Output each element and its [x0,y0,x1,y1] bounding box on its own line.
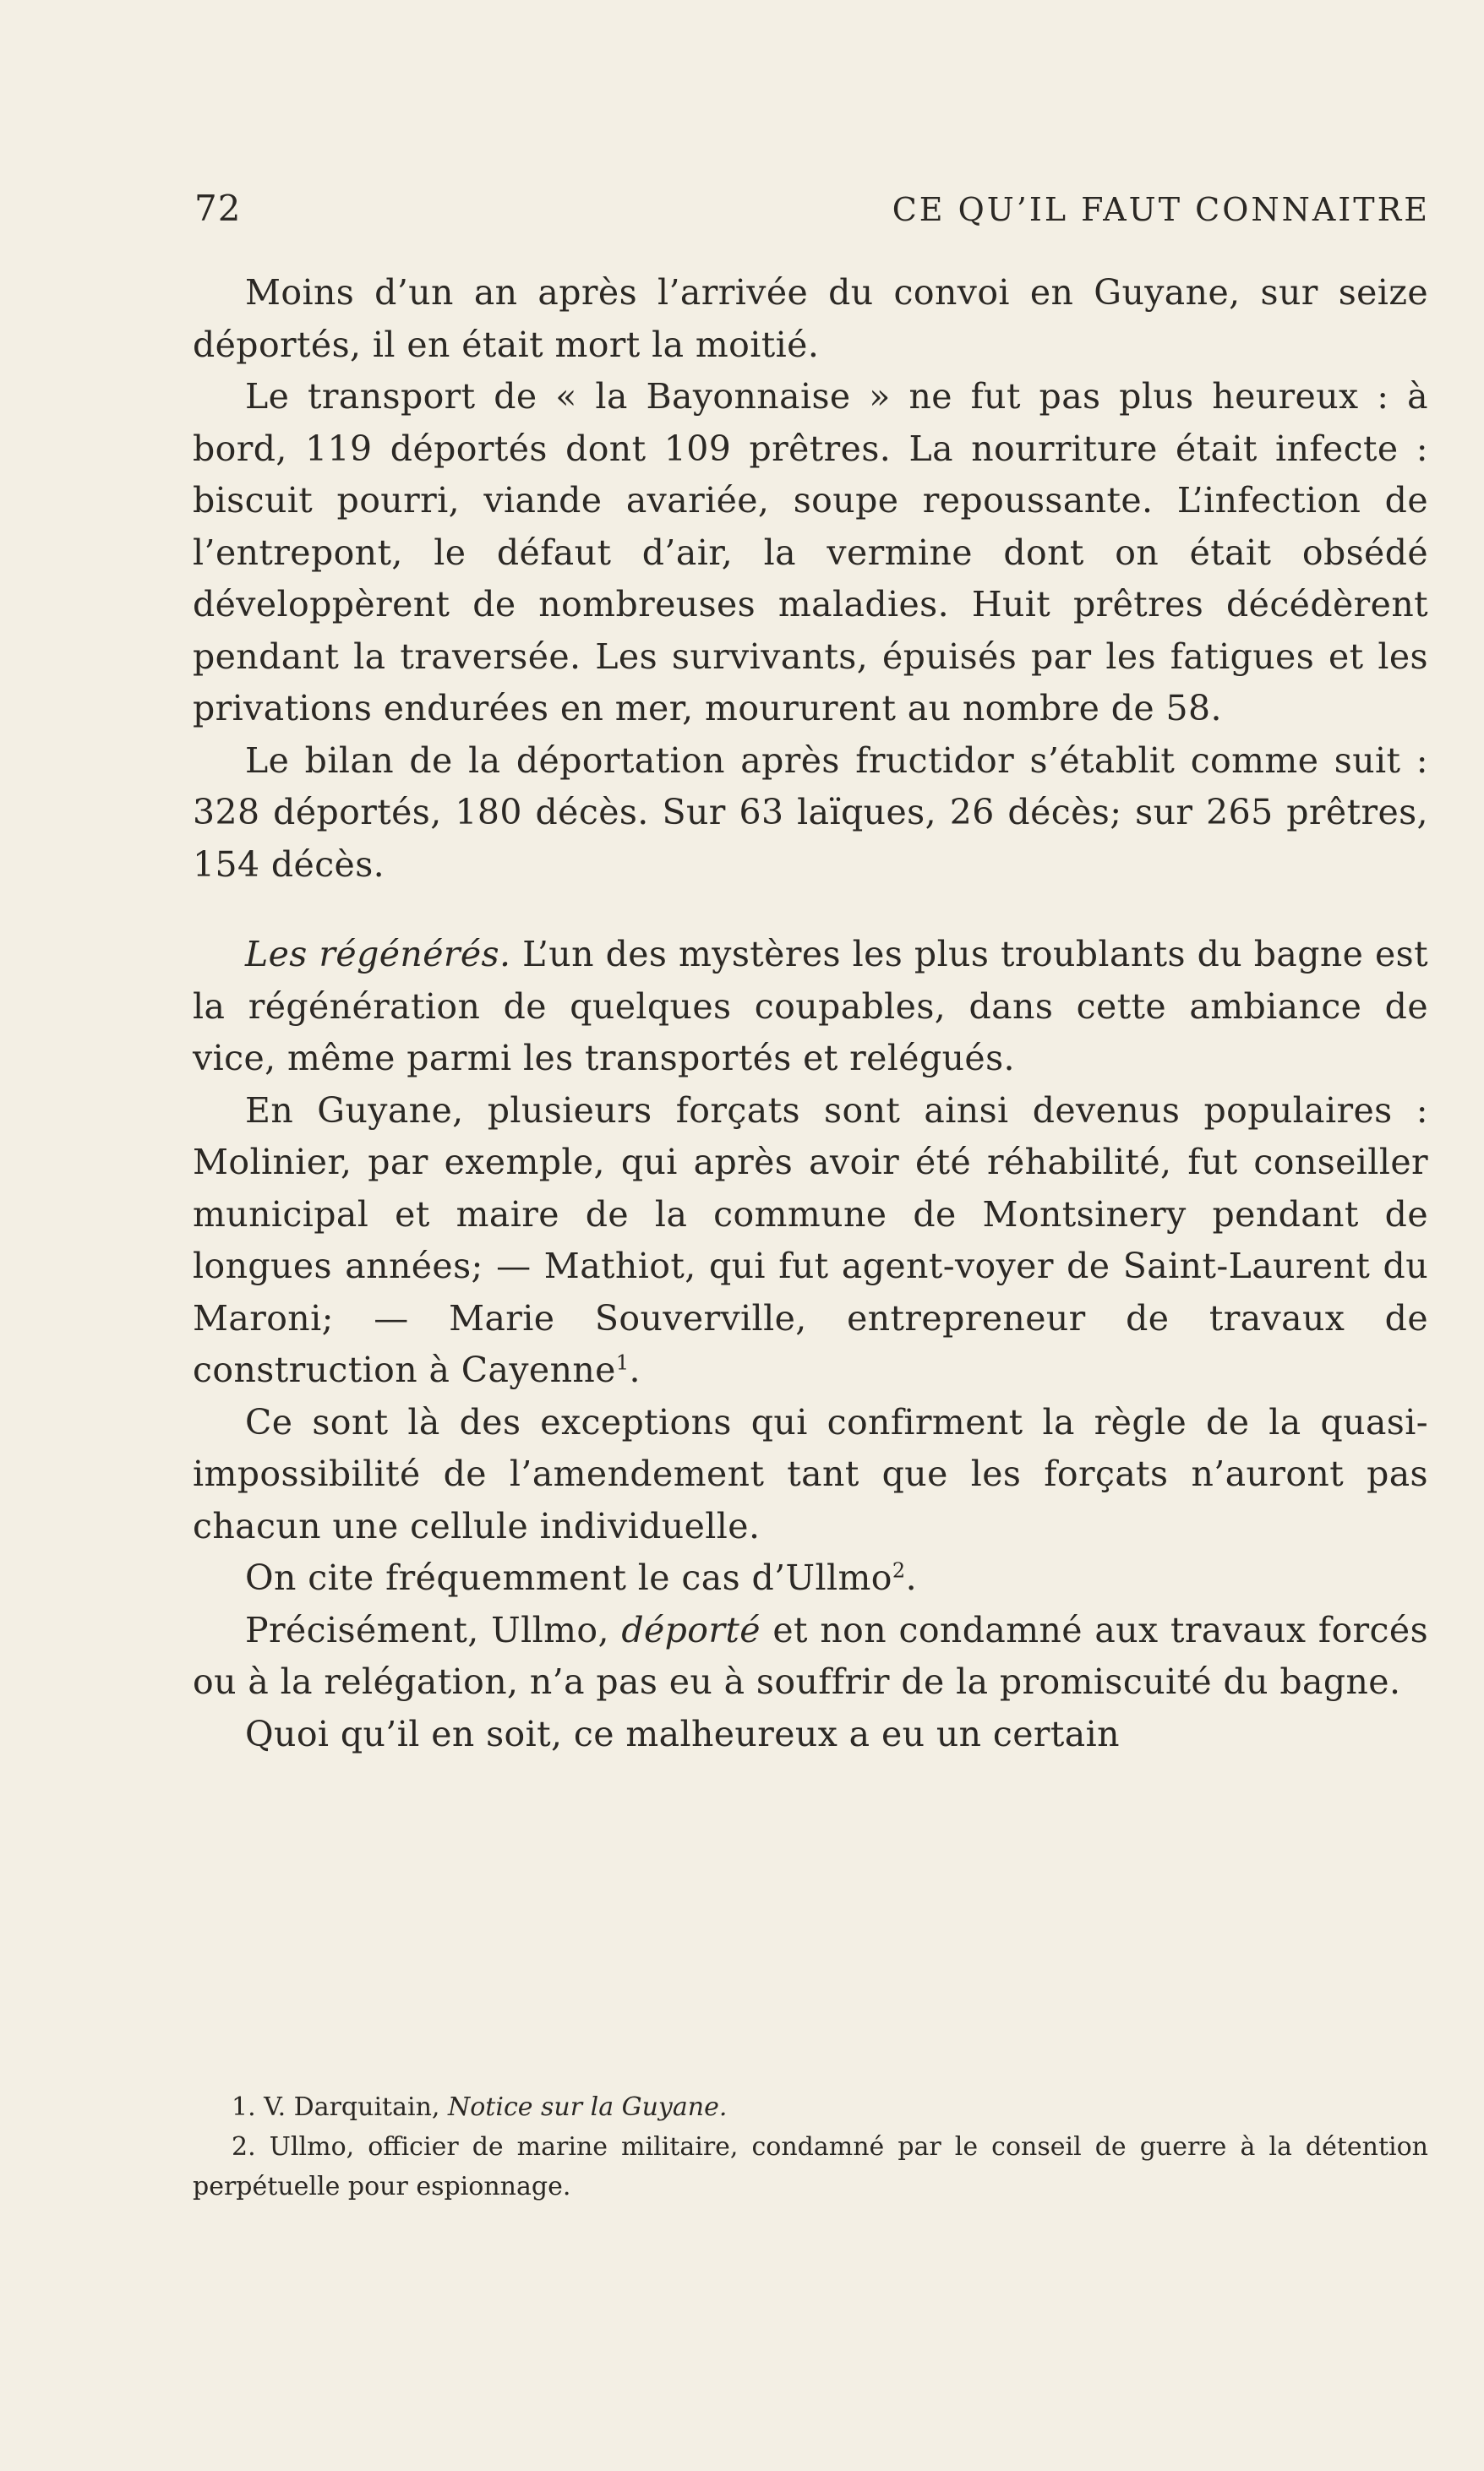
paragraph-end: . [905,1557,918,1598]
paragraph-text: On cite fréquemment le cas d’Ullmo [245,1557,892,1598]
footnote-text: 1. V. Darquitain, [232,2092,448,2122]
footnotes [193,2087,1428,2206]
paragraph [193,1605,1428,1709]
page-header [188,188,1430,238]
footnote-1 [193,2087,1428,2127]
paragraph-text: L’un des mystères les plus troublants du bagne est la régénération de quelques coupables, dans cette ambiance de vice, même parmi les transportés et relégués. [193,934,1428,1078]
page-number: 72 [194,188,242,229]
running-title: CE QU’IL FAUT CONNAITRE [892,191,1430,228]
paragraph [193,1085,1428,1397]
paragraph-text: et non condamné aux travaux forcés ou à la relégation, n’a pas eu à souffrir de la promiscuité du bagne. [193,1609,1429,1702]
paragraph-text: Précisément, Ullmo, [245,1609,622,1650]
paragraph [193,1552,1428,1605]
footnote-title: Notice sur la Guyane. [447,2092,728,2122]
section-title: Les régénérés. [245,934,511,974]
paragraph: Moins d’un an après l’arrivée du convoi en Guyane, sur seize déportés, il en était mort la moitié. [193,272,1428,365]
paragraph: Le bilan de la déportation après fructidor s’établit comme suit : 328 déportés, 180 décès. Sur 63 laïques, 26 décès; sur 265 prêtres, 154 décès. [193,739,1428,885]
section-paragraph [193,929,1428,1085]
emphasis: déporté [621,1609,761,1650]
paragraph: Quoi qu’il en soit, ce malheureux a eu un certain [245,1713,1120,1754]
paragraph-end: . [629,1350,641,1390]
paragraph: Le transport de « la Bayonnaise » ne fut pas plus heureux : à bord, 119 déportés dont 109 prêtres. La nourriture était infecte : biscuit pourri, viande avariée, soupe repoussante. L’infection de l’entrepont, le défaut d’air, la vermine dont on était obsédé développèrent de nombreuses maladies. Huit prêtres décédèrent pendant la traversée. Les survivants, épuisés par les fatigues et les privations endurées en mer, moururent au nombre de 58. [193,376,1428,728]
paragraph: Ce sont là des exceptions qui confirment la règle de la quasi-impossibilité de l’amendement tant que les forçats n’auront pas chacun une cellule individuelle. [193,1401,1428,1546]
footnote-2: 2. Ullmo, officier de marine militaire, condamné par le conseil de guerre à la détention perpétuelle pour espionnage. [193,2132,1428,2201]
footnote-ref: 2 [892,1558,906,1583]
footnote-ref: 1 [615,1350,630,1375]
paragraph-text: En Guyane, plusieurs forçats sont ainsi devenus populaires : Molinier, par exemple, qui après avoir été réhabilité, fut conseiller municipal et maire de la commune de Montsinery pendant de longues années; — Mathiot, qui fut agent-voyer de Saint-Laurent du Maroni; — Marie Souverville, entrepreneur de travaux de construction à Cayenne [193,1089,1428,1390]
body-text [193,267,1428,1760]
